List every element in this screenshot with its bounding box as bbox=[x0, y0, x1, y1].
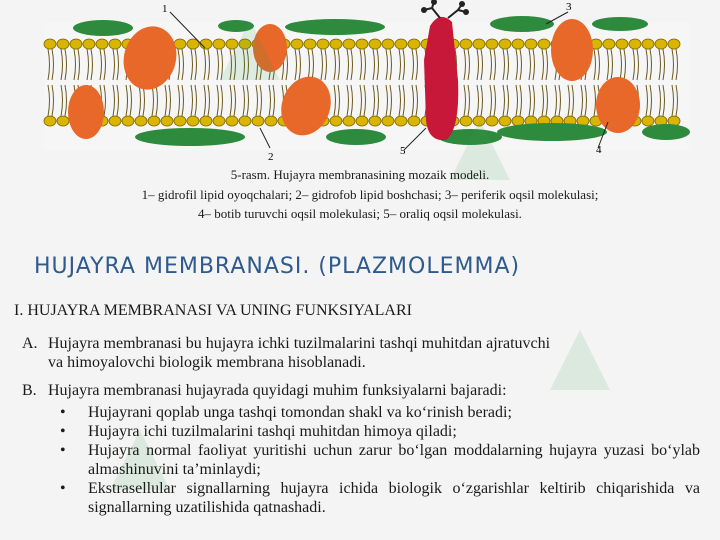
paragraph-b bbox=[22, 381, 702, 400]
lipid-head bbox=[616, 39, 628, 49]
lipid-head bbox=[187, 116, 199, 126]
bullet: • bbox=[60, 423, 66, 440]
figure-caption-title: 5-rasm. Hujayra membranasining mozaik modeli. bbox=[230, 167, 490, 182]
lipid-head bbox=[642, 39, 654, 49]
lipid-head bbox=[538, 39, 550, 49]
lipid-head bbox=[382, 116, 394, 126]
peripheral-protein bbox=[490, 16, 554, 32]
lipid-head bbox=[629, 39, 641, 49]
lipid-head bbox=[668, 39, 680, 49]
list-item bbox=[60, 441, 700, 479]
lipid-head bbox=[395, 39, 407, 49]
lipid-head bbox=[122, 116, 134, 126]
lipid-head bbox=[57, 39, 69, 49]
peripheral-protein bbox=[642, 124, 690, 140]
lipid-head bbox=[369, 116, 381, 126]
lipid-head bbox=[317, 39, 329, 49]
lipid-head bbox=[200, 116, 212, 126]
list-item-text: Hujayra normal faoliyat yuritishi uchun zarur bo‘lgan moddalarning hujayra yuzasi bo‘ylab almashinuvini ta’minlaydi; bbox=[88, 442, 700, 478]
bullet: • bbox=[60, 442, 66, 459]
lipid-head bbox=[265, 116, 277, 126]
lipid-head bbox=[252, 116, 264, 126]
list-item-text: Hujayrani qoplab unga tashqi tomondan shakl va ko‘rinish beradi; bbox=[88, 404, 512, 421]
lipid-head bbox=[408, 116, 420, 126]
lipid-head bbox=[330, 116, 342, 126]
embedded-protein bbox=[596, 77, 640, 133]
paragraph-a-line2: va himoyalovchi biologik membrana hisoblanadi. bbox=[48, 354, 366, 371]
paragraph-b-text: Hujayra membranasi hujayrada quyidagi muhim funksiyalarni bajaradi: bbox=[48, 382, 507, 399]
lipid-head bbox=[135, 116, 147, 126]
lipid-head bbox=[642, 116, 654, 126]
paragraph-a bbox=[22, 334, 702, 372]
callout-5: 5 bbox=[400, 145, 406, 157]
lipid-head bbox=[109, 39, 121, 49]
list-item bbox=[60, 479, 700, 517]
callout-2: 2 bbox=[268, 151, 274, 163]
lipid-head bbox=[44, 116, 56, 126]
list-item bbox=[60, 403, 700, 422]
lipid-head bbox=[304, 39, 316, 49]
paragraph-b-letter: B. bbox=[22, 382, 37, 399]
functions-list bbox=[60, 403, 700, 517]
callout-3: 3 bbox=[566, 1, 572, 13]
lipid-head bbox=[174, 39, 186, 49]
peripheral-protein bbox=[326, 129, 386, 145]
paragraph-a-letter: A. bbox=[22, 335, 38, 352]
lipid-head bbox=[148, 116, 160, 126]
lipid-head bbox=[109, 116, 121, 126]
lipid-head bbox=[57, 116, 69, 126]
embedded-protein bbox=[68, 85, 104, 139]
list-item-text: Hujayra ichi tuzilmalarini tashqi muhitdan himoya qiladi; bbox=[88, 423, 457, 440]
lipid-head bbox=[486, 39, 498, 49]
slide-title: HUJAYRA MEMBRANASI. (PLAZMOLEMMA) bbox=[34, 254, 521, 279]
section-heading: I. HUJAYRA MEMBRANASI VA UNING FUNKSIYALARI bbox=[14, 302, 412, 319]
lipid-head bbox=[512, 39, 524, 49]
lipid-head bbox=[330, 39, 342, 49]
lipid-head bbox=[44, 39, 56, 49]
lipid-head bbox=[343, 116, 355, 126]
figure-caption-legend-1: 1– gidrofil lipid oyoqchalari; 2– gidrofob lipid boshchasi; 3– periferik oqsil molekulasi; bbox=[141, 187, 599, 202]
peripheral-protein bbox=[285, 19, 385, 35]
lipid-head bbox=[239, 116, 251, 126]
list-item-text: Ekstrasellular signallarning hujayra ichida biologik o‘zgarishlar keltirib chiqarishida va signallarning uzatilishida qatnashadi. bbox=[88, 480, 700, 516]
lipid-head bbox=[655, 39, 667, 49]
lipid-head bbox=[356, 116, 368, 126]
lipid-head bbox=[603, 39, 615, 49]
lipid-head bbox=[70, 39, 82, 49]
bullet: • bbox=[60, 480, 66, 497]
peripheral-protein bbox=[73, 20, 133, 36]
lipid-head bbox=[226, 116, 238, 126]
lipid-head bbox=[408, 39, 420, 49]
lipid-head bbox=[499, 39, 511, 49]
lipid-head bbox=[356, 39, 368, 49]
lipid-head bbox=[161, 116, 173, 126]
list-item bbox=[60, 422, 700, 441]
peripheral-protein bbox=[135, 128, 245, 146]
lipid-head bbox=[291, 39, 303, 49]
figure-caption-legend-2: 4– botib turuvchi oqsil molekulasi; 5– oraliq oqsil molekulasi. bbox=[198, 206, 522, 221]
lipid-head bbox=[213, 116, 225, 126]
callout-4: 4 bbox=[596, 144, 602, 156]
lipid-head bbox=[96, 39, 108, 49]
peripheral-protein bbox=[592, 17, 648, 31]
callout-1: 1 bbox=[162, 3, 168, 15]
lipid-head bbox=[460, 39, 472, 49]
lipid-head bbox=[473, 39, 485, 49]
bullet: • bbox=[60, 404, 66, 421]
watermark-logo bbox=[210, 10, 290, 90]
membrane-mosaic-figure bbox=[0, 0, 720, 165]
embedded-protein bbox=[551, 19, 593, 81]
lipid-head bbox=[382, 39, 394, 49]
lipid-head bbox=[525, 39, 537, 49]
lipid-head bbox=[395, 116, 407, 126]
lipid-head bbox=[369, 39, 381, 49]
lipid-head bbox=[343, 39, 355, 49]
paragraph-a-line1: Hujayra membranasi bu hujayra ichki tuzilmalarini tashqi muhitdan ajratuvchi bbox=[48, 335, 551, 352]
lipid-head bbox=[83, 39, 95, 49]
lipid-head bbox=[174, 116, 186, 126]
